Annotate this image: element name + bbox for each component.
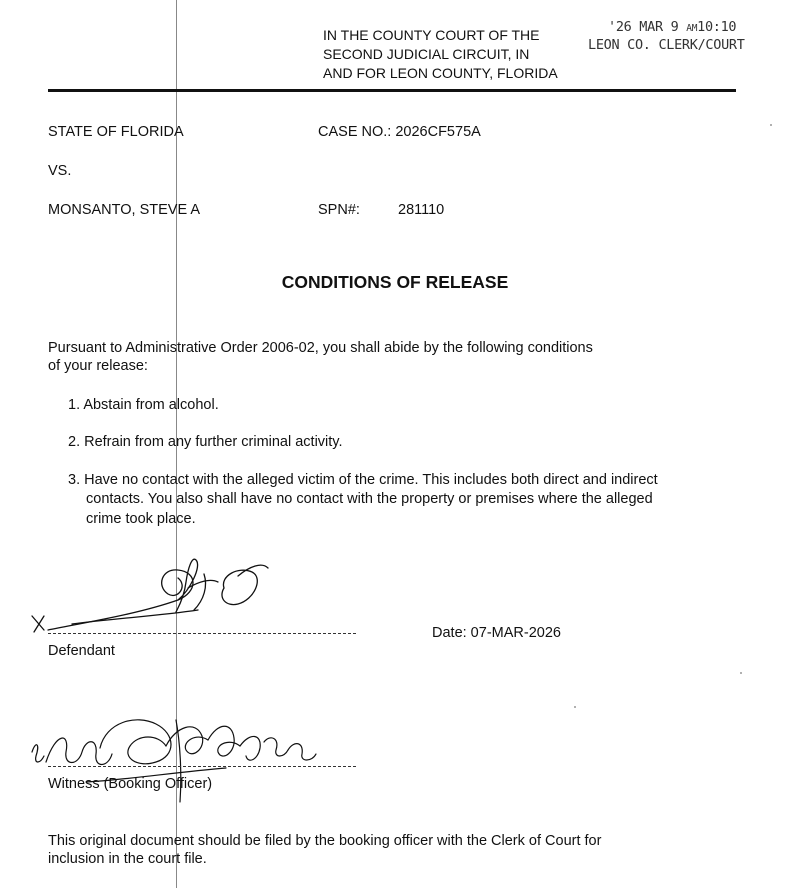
defendant-label: Defendant bbox=[48, 643, 115, 659]
versus-label: VS. bbox=[48, 163, 72, 179]
spn-value: 281110 bbox=[398, 202, 445, 218]
defendant-signature-line bbox=[48, 633, 356, 634]
defendant-name: MONSANTO, STEVE A bbox=[48, 202, 201, 218]
stamp-clerk-office: LEON CO. CLERK/COURT bbox=[588, 37, 745, 53]
clerk-filing-stamp bbox=[588, 19, 745, 53]
court-header-line-1: IN THE COUNTY COURT OF THE bbox=[323, 27, 540, 43]
spn-label: SPN#: bbox=[318, 202, 360, 218]
court-header-line-2: SECOND JUDICIAL CIRCUIT, IN bbox=[323, 46, 530, 62]
intro-paragraph bbox=[48, 339, 593, 375]
stamp-date: '26 MAR 9 bbox=[608, 19, 679, 35]
condition-3-line-1: 3. Have no contact with the alleged victim of the crime. This includes both direct and indirect bbox=[68, 472, 658, 488]
scan-speck bbox=[740, 672, 742, 674]
case-number: CASE NO.: 2026CF575A bbox=[318, 124, 481, 140]
witness-signature-line bbox=[48, 766, 356, 767]
intro-line-1: Pursuant to Administrative Order 2006-02, you shall abide by the following conditions bbox=[48, 340, 593, 356]
condition-3-line-3: crime took place. bbox=[86, 511, 196, 527]
condition-2: 2. Refrain from any further criminal activity. bbox=[68, 434, 343, 450]
plaintiff-name: STATE OF FLORIDA bbox=[48, 124, 184, 140]
condition-3-line-2: contacts. You also shall have no contact with the property or premises where the alleged bbox=[86, 491, 653, 507]
court-header-line-3: AND FOR LEON COUNTY, FLORIDA bbox=[323, 65, 558, 81]
filing-instruction-line-2: inclusion in the court file. bbox=[48, 851, 207, 867]
document-title: CONDITIONS OF RELEASE bbox=[281, 272, 509, 292]
court-header bbox=[323, 26, 558, 83]
filing-instruction-line-1: This original document should be filed by the booking officer with the Clerk of Court for bbox=[48, 833, 602, 849]
scan-speck bbox=[574, 706, 576, 708]
defendant-signature bbox=[28, 552, 288, 642]
condition-1: 1. Abstain from alcohol. bbox=[68, 397, 219, 413]
intro-line-2: of your release: bbox=[48, 358, 148, 374]
filing-instruction bbox=[48, 832, 601, 868]
witness-label: Witness (Booking Officer) bbox=[48, 776, 213, 792]
stamp-ampm: AM bbox=[686, 23, 698, 34]
header-rule bbox=[48, 89, 736, 92]
signature-date: Date: 07-MAR-2026 bbox=[432, 625, 561, 641]
scan-speck bbox=[770, 124, 772, 126]
stamp-time: 10:10 bbox=[697, 19, 737, 35]
